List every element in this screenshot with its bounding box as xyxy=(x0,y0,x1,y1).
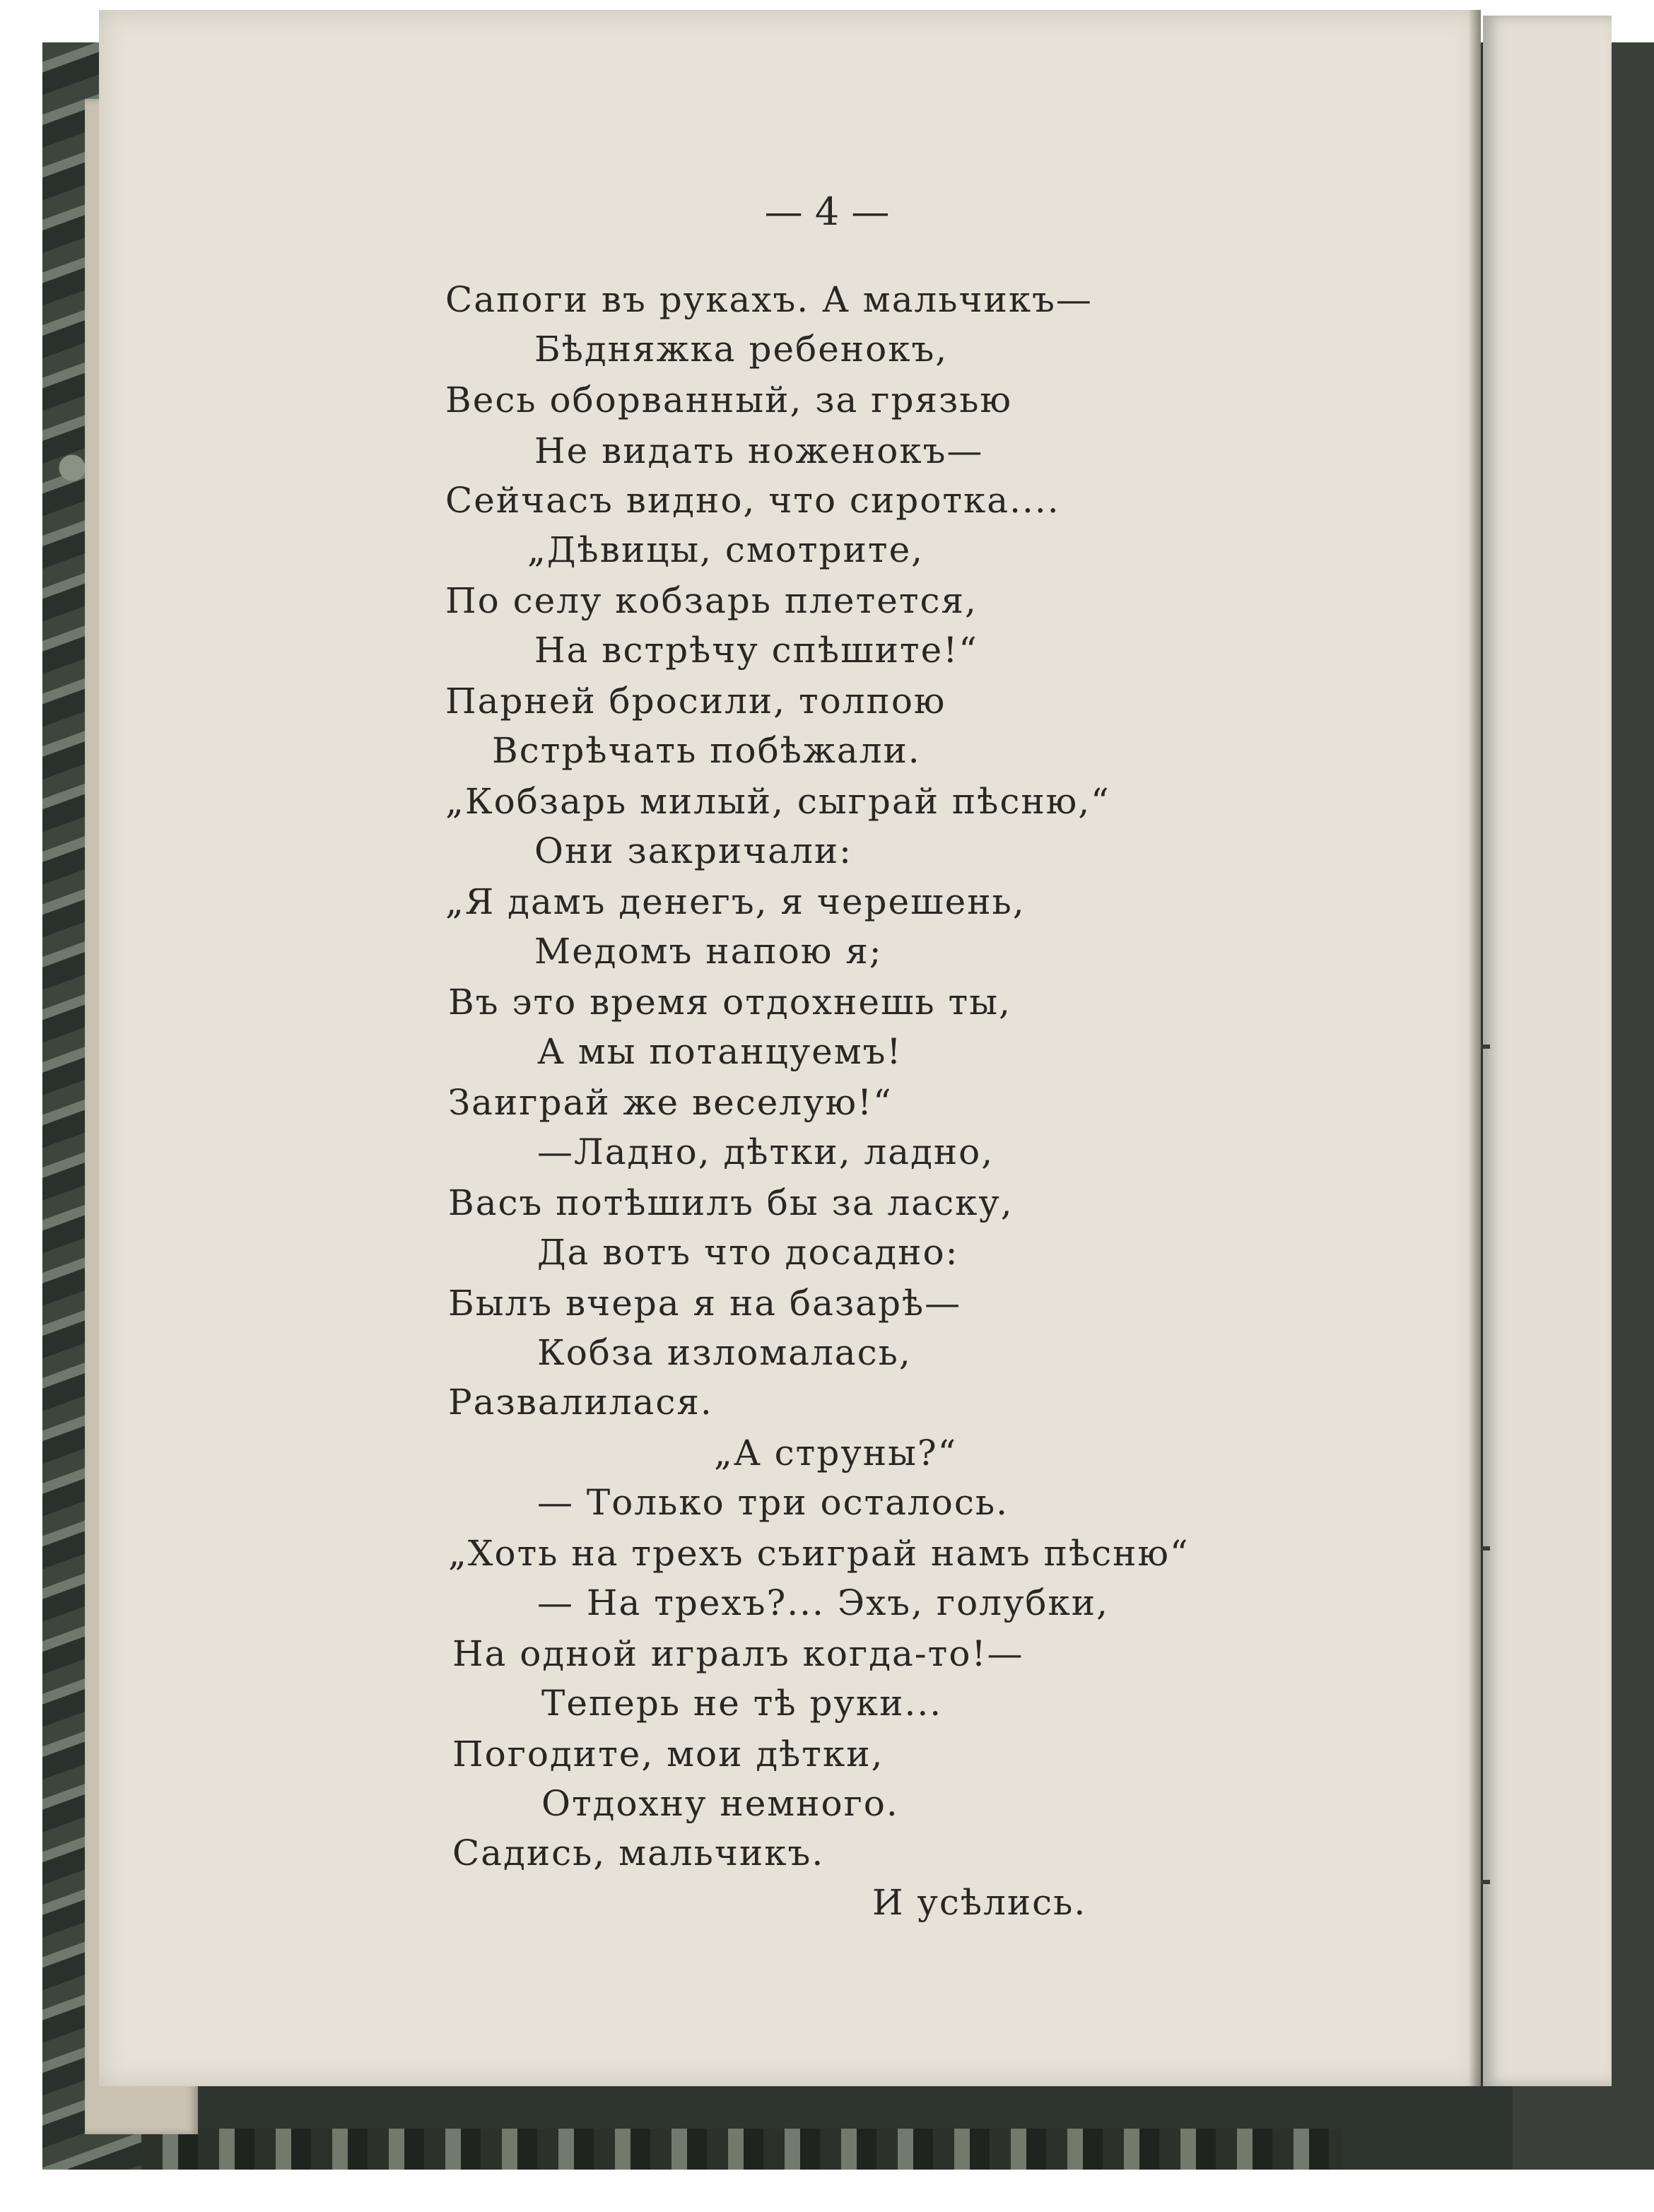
verse-line: Садись, мальчикъ. xyxy=(452,1832,825,1873)
verse-line: И усѣлись. xyxy=(872,1882,1087,1923)
verse-line: Не видать ноженокъ— xyxy=(534,430,984,471)
verse-line: „Я дамъ денегъ, я черешень, xyxy=(445,881,1026,922)
page-number: — 4 — xyxy=(764,189,890,234)
verse-line: Васъ потѣшилъ бы за ласку, xyxy=(448,1182,1014,1223)
verse-line: „А струны?“ xyxy=(714,1432,958,1473)
verse-line: По селу кобзарь плетется, xyxy=(445,580,978,621)
verse-line: Погодите, мои дѣтки, xyxy=(452,1734,884,1775)
verse-line: А мы потанцуемъ! xyxy=(537,1031,903,1072)
verse-line: Бѣдняжка ребенокъ, xyxy=(534,329,949,370)
verse-line: На встрѣчу спѣшите!“ xyxy=(534,630,978,671)
verse-line: Весь оборванный, за грязью xyxy=(445,380,1013,420)
verse-line: —Ладно, дѣтки, ладно, xyxy=(537,1131,995,1172)
verse-line: — На трехъ?... Эхъ, голубки, xyxy=(537,1582,1109,1623)
verse-line: Развалилася. xyxy=(448,1382,713,1423)
verse-line: Сапоги въ рукахъ. А мальчикъ— xyxy=(445,279,1093,320)
verse-line: Теперь не тѣ руки... xyxy=(541,1683,943,1724)
verse-line: Отдохну немного. xyxy=(541,1783,899,1824)
page-gutter-shadow xyxy=(1468,10,1481,2086)
verse-line: Да вотъ что досадно: xyxy=(537,1232,959,1273)
verse-line: Кобза изломалась, xyxy=(537,1332,912,1373)
verse-line: Сейчасъ видно, что сиротка.... xyxy=(445,480,1060,521)
verse-line: Въ это время отдохнешь ты, xyxy=(448,982,1011,1023)
next-page-edge xyxy=(1483,16,1612,2086)
verse-line: Они закричали: xyxy=(534,830,852,871)
verse-line: Заиграй же веселую!“ xyxy=(448,1082,893,1123)
verse-line: „Дѣвицы, смотрите, xyxy=(527,529,925,570)
verse-line: „Хоть на трехъ съиграй намъ пѣсню“ xyxy=(448,1533,1190,1574)
verse-line: Парней бросили, толпою xyxy=(445,681,946,722)
verse-line: Встрѣчать побѣжали. xyxy=(492,730,921,771)
marbled-binding-bottom xyxy=(141,2129,1343,2170)
verse-line: На одной игралъ когда-то!— xyxy=(452,1633,1024,1674)
verse-line: „Кобзарь милый, сыграй пѣсню,“ xyxy=(445,781,1110,822)
verse-line: Былъ вчера я на базарѣ— xyxy=(448,1283,962,1324)
verse-line: — Только три осталось. xyxy=(537,1482,1009,1523)
verse-line: Медомъ напою я; xyxy=(534,931,883,972)
